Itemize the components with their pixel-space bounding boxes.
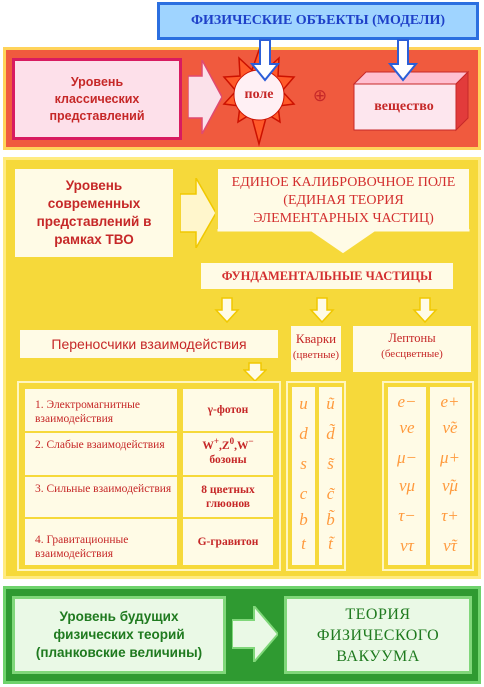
- quark-d: d: [299, 424, 308, 443]
- future-arrow: [232, 606, 278, 662]
- quark-u: u: [299, 394, 308, 413]
- carriers-arrow: [243, 362, 267, 382]
- antilepton-muon-antineutrino: ν̃μ: [441, 476, 459, 495]
- antileptons-column: [430, 387, 470, 565]
- future-level-box: [12, 596, 226, 674]
- interaction-name-4: 4. Гравитационные взаимодействия: [25, 519, 177, 565]
- antiquark-b: b̃: [326, 510, 335, 529]
- interactions-table: [17, 381, 281, 571]
- carriers-header: Переносчики взаимодействия: [51, 336, 247, 352]
- interaction-name-1: 1. Электромагнитные взаимодействия: [25, 389, 177, 431]
- modern-level-box: [12, 166, 176, 260]
- quarks-table: [286, 381, 346, 571]
- matter-label: вещество: [374, 99, 434, 114]
- lepton-tau-neutrino: ντ: [400, 536, 414, 555]
- leptons-column: [388, 387, 426, 565]
- carrier-gluons: 8 цветных глюонов: [201, 484, 255, 510]
- leptons-header-box: [350, 323, 474, 375]
- quarks-header: Кварки: [295, 331, 337, 346]
- antilepton-positron: e+: [440, 392, 460, 411]
- quark-s: s: [300, 454, 307, 473]
- carrier-cell-2: [183, 433, 273, 475]
- antiquarks-column: [319, 387, 342, 565]
- carriers-header-box: [17, 327, 281, 361]
- carrier-cell-4: [183, 519, 273, 565]
- carrier-photon: γ-фотон: [207, 404, 249, 416]
- header-title: ФИЗИЧЕСКИЕ ОБЪЕКТЫ (МОДЕЛИ): [190, 13, 446, 28]
- vacuum-theory-label: ТЕОРИЯ ФИЗИЧЕСКОГО ВАКУУМА: [316, 605, 440, 665]
- future-level-label: Уровень будущих физических теорий (планковские величины): [35, 609, 203, 660]
- quarks-subheader: (цветные): [292, 349, 340, 361]
- quark-t: t: [301, 534, 306, 553]
- lepton-muon-neutrino: νμ: [398, 476, 416, 495]
- interaction-row-4: [25, 519, 273, 565]
- fundamental-particles-label: ФУНДАМЕНТАЛЬНЫЕ ЧАСТИЦЫ: [221, 268, 433, 283]
- leptons-table: [382, 381, 474, 571]
- fundamental-particles-box: [198, 260, 456, 292]
- unified-field-box: [215, 166, 472, 232]
- modern-level-label: Уровень современных представлений в рамках ТВО: [36, 178, 152, 247]
- field-label: поле: [244, 87, 274, 102]
- leptons-subheader: (бесцветные): [381, 348, 443, 360]
- unified-field-pointer: [215, 229, 472, 259]
- carrier-cell-3: [183, 477, 273, 517]
- antiquark-u: ũ: [326, 394, 335, 413]
- antilepton-antimuon: μ+: [439, 448, 460, 467]
- antiquark-d: d̃: [326, 424, 335, 443]
- interaction-row-3: [25, 477, 273, 517]
- interaction-row-2: [25, 433, 273, 475]
- lepton-electron-neutrino: νe: [399, 418, 415, 437]
- interaction-name-2: 2. Слабые взаимодействия: [25, 433, 177, 475]
- header-arrows: [0, 0, 484, 110]
- antiquark-t: t̃: [328, 534, 333, 553]
- quarks-column: [292, 387, 315, 565]
- unified-field-label: ЕДИНОЕ КАЛИБРОВОЧНОЕ ПОЛЕ (ЕДИНАЯ ТЕОРИЯ ЭЛЕМЕНТАРНЫХ ЧАСТИЦ): [231, 174, 456, 226]
- antilepton-electron-antineutrino: ν̃e: [442, 418, 458, 437]
- carrier-bosons-formula: $W^+,Z^0,W^-$ бозоны: [202, 436, 254, 466]
- classical-level-label: Уровень классических представлений: [49, 74, 145, 123]
- lepton-electron: e−: [397, 392, 417, 411]
- interaction-name-3: 3. Сильные взаимодействия: [25, 477, 177, 517]
- quark-c: c: [299, 484, 308, 503]
- carrier-cell-1: [183, 389, 273, 431]
- quarks-header-box: [288, 323, 344, 375]
- quark-b: b: [299, 510, 308, 529]
- antiquark-s: s̃: [327, 454, 334, 473]
- antilepton-tau-antineutrino: ν̃τ: [443, 536, 457, 555]
- lepton-muon: μ−: [396, 448, 417, 467]
- particle-branch-arrows: [0, 296, 484, 326]
- lepton-tau: τ−: [398, 506, 416, 525]
- antilepton-antitau: τ+: [441, 506, 459, 525]
- vacuum-theory-box: [284, 596, 472, 674]
- leptons-header: Лептоны: [388, 331, 436, 345]
- modern-arrow: [180, 178, 216, 248]
- plus-symbol: ⊕: [312, 86, 328, 105]
- interaction-row-1: [25, 389, 273, 431]
- antiquark-c: c̃: [326, 484, 335, 503]
- carrier-graviton: G-гравитон: [197, 536, 259, 548]
